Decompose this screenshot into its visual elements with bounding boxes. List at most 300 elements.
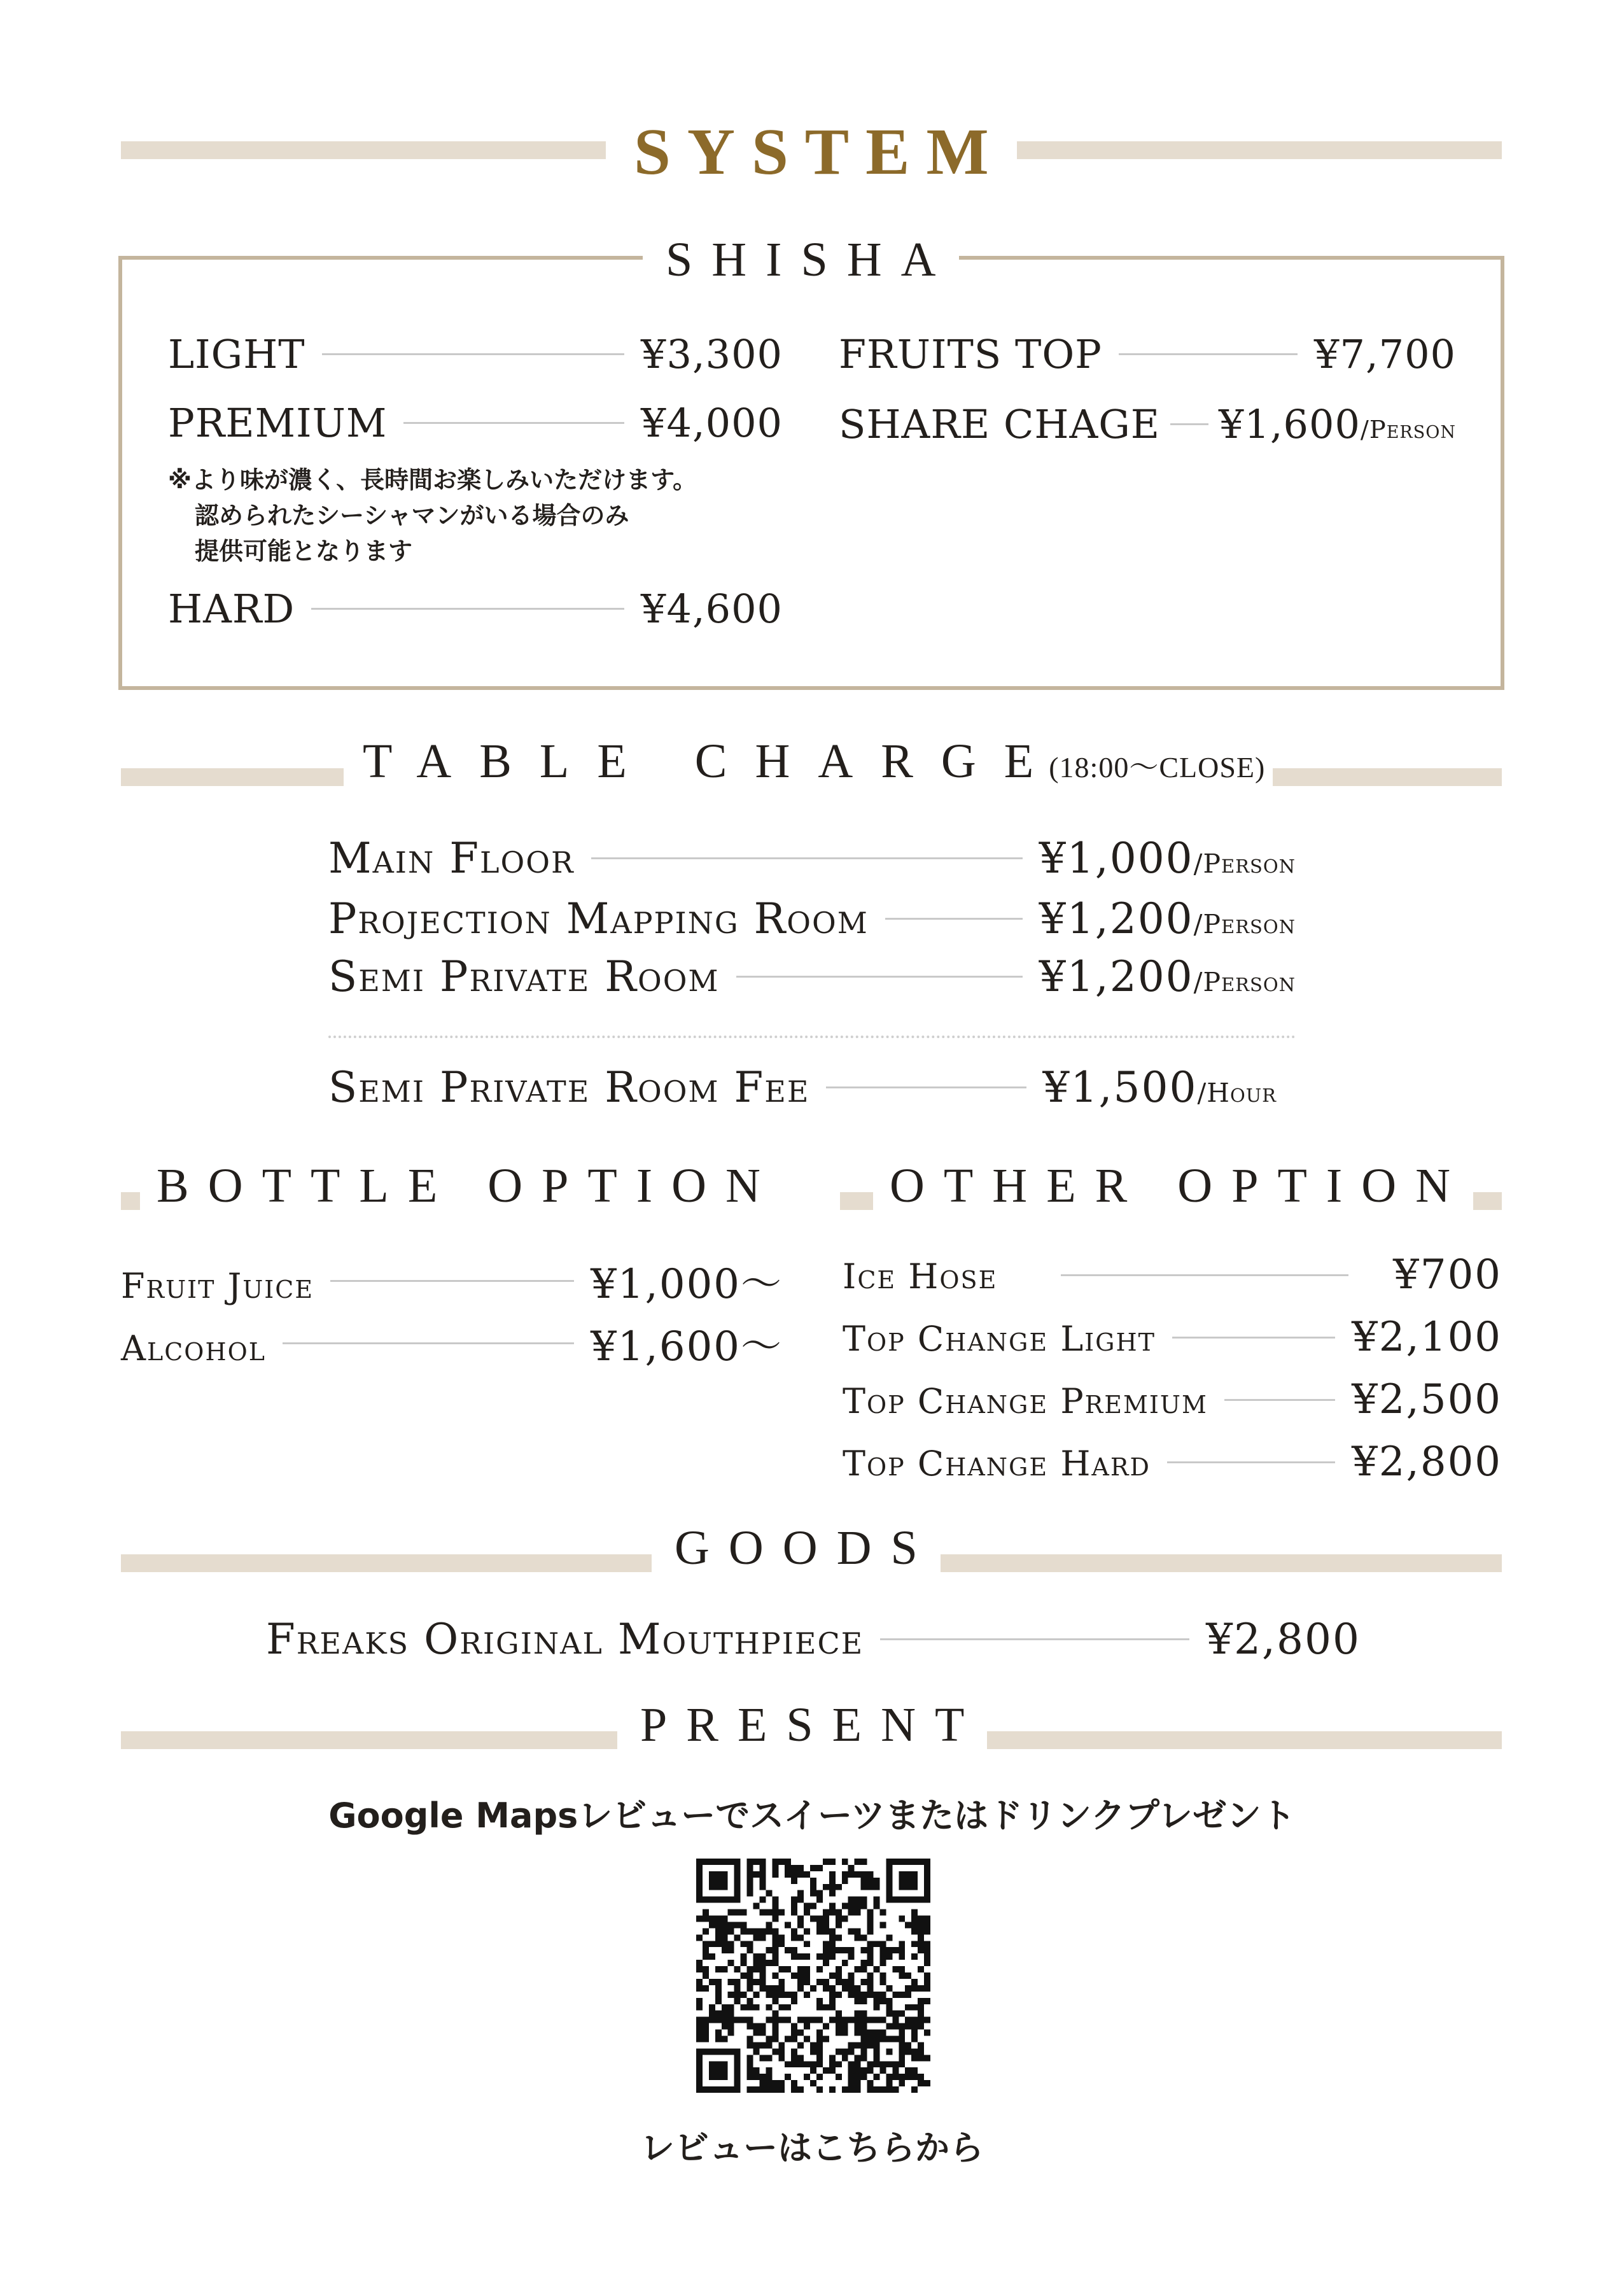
qr-module <box>879 1998 886 2004</box>
qr-module <box>829 1941 836 1947</box>
qr-module <box>842 1960 848 1966</box>
qr-module <box>715 2067 722 2074</box>
qr-module <box>848 1992 855 1998</box>
qr-module <box>722 2035 728 2042</box>
qr-module <box>867 1878 874 1884</box>
qr-module <box>728 1941 734 1947</box>
qr-module <box>911 1985 918 1992</box>
qr-module <box>722 2067 728 2074</box>
qr-module <box>709 2004 715 2011</box>
qr-module <box>734 2061 741 2067</box>
bottle-option-title: BOTTLE OPTION <box>140 1162 783 1210</box>
qr-module <box>886 1878 892 1884</box>
qr-module <box>836 2023 842 2030</box>
qr-module <box>836 1934 842 1941</box>
qr-module <box>855 1934 861 1941</box>
qr-module <box>886 2061 892 2067</box>
qr-module <box>855 2011 861 2017</box>
qr-module <box>791 1934 797 1941</box>
qr-module <box>924 1897 930 1903</box>
qr-module <box>715 2035 722 2042</box>
qr-module <box>759 1934 766 1941</box>
qr-module <box>899 2023 905 2030</box>
qr-module <box>778 1979 785 1985</box>
qr-module <box>772 1998 778 2004</box>
qr-module <box>810 1903 816 1909</box>
qr-module <box>867 1884 874 1890</box>
qr-module <box>797 1871 804 1878</box>
qr-module <box>842 1859 848 1865</box>
qr-module <box>734 1859 741 1865</box>
qr-module <box>728 2017 734 2023</box>
qr-module <box>842 1979 848 1985</box>
qr-module <box>766 1928 772 1934</box>
qr-module <box>823 1979 829 1985</box>
qr-module <box>886 1985 892 1992</box>
qr-module <box>924 1960 930 1966</box>
qr-module <box>753 2023 760 2030</box>
qr-module <box>867 2017 874 2023</box>
qr-module <box>722 1897 728 1903</box>
qr-module <box>753 2048 760 2055</box>
item-unit: /Person <box>1193 967 1296 997</box>
qr-module <box>804 1871 810 1878</box>
qr-module <box>924 1922 930 1928</box>
qr-module <box>867 2067 874 2074</box>
qr-module <box>785 2004 791 2011</box>
qr-module <box>816 1916 823 1922</box>
qr-module <box>797 1865 804 1871</box>
qr-module <box>747 2061 753 2067</box>
qr-module <box>797 2042 804 2048</box>
qr-module <box>918 1966 924 1972</box>
qr-module <box>861 1884 867 1890</box>
qr-module <box>823 2023 829 2030</box>
qr-module <box>911 1884 918 1890</box>
qr-module <box>709 1897 715 1903</box>
qr-module <box>918 1897 924 1903</box>
qr-module <box>855 2055 861 2061</box>
qr-module <box>899 1916 905 1922</box>
qr-module <box>848 1979 855 1985</box>
item-price: ¥3,300 <box>641 331 783 377</box>
review-qr-code[interactable] <box>696 1859 930 2093</box>
qr-module <box>696 2086 703 2093</box>
qr-module <box>797 2086 804 2093</box>
qr-module <box>703 1966 709 1972</box>
qr-module <box>911 2017 918 2023</box>
qr-module <box>696 2030 703 2036</box>
qr-module <box>905 2067 911 2074</box>
item-price: ¥1,200 <box>1039 952 1194 1001</box>
qr-module <box>873 1884 879 1890</box>
qr-module <box>766 2086 772 2093</box>
qr-module <box>879 1960 886 1966</box>
qr-module <box>855 2023 861 2030</box>
qr-module <box>816 1865 823 1871</box>
qr-module <box>696 2017 703 2023</box>
qr-module <box>703 1909 709 1916</box>
qr-module <box>855 2061 861 2067</box>
qr-module <box>861 2023 867 2030</box>
qr-module <box>855 2042 861 2048</box>
item-price: ¥2,800 <box>1352 1438 1502 1486</box>
item-label: Alcohol <box>121 1328 266 1368</box>
qr-module <box>879 2030 886 2036</box>
qr-module <box>924 1928 930 1934</box>
qr-module <box>797 2055 804 2061</box>
qr-module <box>816 1890 823 1897</box>
qr-module <box>823 2067 829 2074</box>
shisha-title: SHISHA <box>643 236 959 284</box>
qr-module <box>855 1871 861 1878</box>
qr-module <box>829 1934 836 1941</box>
bottle-option-item-alcohol <box>121 1314 783 1372</box>
qr-module <box>829 1859 836 1865</box>
qr-module <box>918 1922 924 1928</box>
qr-module <box>753 1966 760 1972</box>
qr-module <box>892 2061 899 2067</box>
qr-module <box>772 1909 778 1916</box>
qr-module <box>899 1941 905 1947</box>
qr-module <box>696 1871 703 1878</box>
qr-module <box>899 1947 905 1953</box>
qr-module <box>747 1947 753 1953</box>
qr-module <box>772 1903 778 1909</box>
qr-module <box>886 2023 892 2030</box>
qr-module <box>766 2004 772 2011</box>
qr-module <box>924 1865 930 1871</box>
leader-line <box>1119 353 1298 355</box>
qr-module <box>766 1922 772 1928</box>
qr-module <box>867 1953 874 1960</box>
qr-module <box>861 2042 867 2048</box>
qr-module <box>715 1998 722 2004</box>
qr-module <box>829 2004 836 2011</box>
qr-module <box>911 2023 918 2030</box>
qr-module <box>715 1922 722 1928</box>
bottle-option-item-fruit-juice <box>121 1251 783 1310</box>
qr-module <box>778 2042 785 2048</box>
qr-module <box>873 1903 879 1909</box>
qr-module <box>892 1992 899 1998</box>
qr-module <box>899 1859 905 1865</box>
qr-module <box>791 2061 797 2067</box>
qr-module <box>785 1871 791 1878</box>
qr-module <box>829 1871 836 1878</box>
qr-module <box>804 1909 810 1916</box>
qr-module <box>804 1903 810 1909</box>
qr-module <box>766 2080 772 2086</box>
qr-module <box>816 1979 823 1985</box>
qr-module <box>791 2023 797 2030</box>
qr-module <box>753 1953 760 1960</box>
qr-module <box>797 1966 804 1972</box>
qr-module <box>696 1897 703 1903</box>
qr-module <box>722 1934 728 1941</box>
qr-module <box>886 1890 892 1897</box>
qr-module <box>911 2086 918 2093</box>
qr-module <box>855 2086 861 2093</box>
qr-module <box>911 1953 918 1960</box>
qr-module <box>823 2035 829 2042</box>
qr-module <box>924 1941 930 1947</box>
premium-note-line-1: ※より味が濃く、長時間お楽しみいただけます。 <box>168 466 697 494</box>
shisha-item-fruits-top <box>839 331 1456 377</box>
qr-module <box>918 1916 924 1922</box>
qr-module <box>905 1972 911 1979</box>
qr-module <box>722 1947 728 1953</box>
qr-module <box>753 2074 760 2080</box>
qr-module <box>747 1928 753 1934</box>
qr-module <box>703 1897 709 1903</box>
qr-module <box>728 2048 734 2055</box>
qr-module <box>766 2042 772 2048</box>
qr-module <box>715 1897 722 1903</box>
qr-module <box>703 1953 709 1960</box>
qr-module <box>848 1985 855 1992</box>
qr-module <box>848 2074 855 2080</box>
qr-module <box>715 2074 722 2080</box>
qr-module <box>886 2074 892 2080</box>
qr-module <box>747 2035 753 2042</box>
item-price: ¥1,200 <box>1039 894 1194 943</box>
qr-module <box>696 1934 703 1941</box>
qr-module <box>879 1922 886 1928</box>
qr-module <box>785 2035 791 2042</box>
qr-module <box>766 2035 772 2042</box>
qr-module <box>709 1859 715 1865</box>
item-label: Top Change Hard <box>843 1444 1151 1484</box>
qr-module <box>905 2074 911 2080</box>
qr-module <box>899 2074 905 2080</box>
leader-line <box>1172 1337 1335 1339</box>
item-label: HARD <box>168 586 295 632</box>
table-charge-item-semi-private-room-fee <box>328 1063 1277 1112</box>
qr-module <box>715 2061 722 2067</box>
qr-module <box>747 2086 753 2093</box>
qr-module <box>810 1865 816 1871</box>
other-option-title: OTHER OPTION <box>873 1162 1473 1210</box>
qr-module <box>861 1998 867 2004</box>
qr-module <box>899 2048 905 2055</box>
qr-module <box>879 2086 886 2093</box>
qr-module <box>778 1934 785 1941</box>
qr-module <box>829 2017 836 2023</box>
qr-module <box>918 2055 924 2061</box>
qr-module <box>753 1871 760 1878</box>
qr-module <box>886 1871 892 1878</box>
qr-module <box>899 1897 905 1903</box>
leader-line <box>880 1638 1189 1640</box>
table-charge-item-semi-private-room <box>328 952 1296 1001</box>
qr-module <box>785 1859 791 1865</box>
qr-module <box>892 2023 899 2030</box>
qr-module <box>816 2017 823 2023</box>
qr-module <box>848 1865 855 1871</box>
qr-module <box>810 2067 816 2074</box>
qr-module <box>848 1903 855 1909</box>
qr-module <box>766 1890 772 1897</box>
qr-module <box>747 1941 753 1947</box>
qr-module <box>778 1985 785 1992</box>
qr-module <box>728 1909 734 1916</box>
qr-module <box>861 1903 867 1909</box>
qr-module <box>715 1871 722 1878</box>
qr-module <box>892 1859 899 1865</box>
qr-module <box>867 2030 874 2036</box>
qr-module <box>829 2086 836 2093</box>
qr-module <box>797 1972 804 1979</box>
qr-module <box>899 1953 905 1960</box>
qr-module <box>741 1922 747 1928</box>
qr-module <box>709 2048 715 2055</box>
qr-module <box>879 2067 886 2074</box>
qr-module <box>696 2055 703 2061</box>
qr-module <box>759 2055 766 2061</box>
qr-module <box>899 1966 905 1972</box>
qr-module <box>836 1966 842 1972</box>
item-label: Main Floor <box>328 834 575 883</box>
qr-module <box>804 1992 810 1998</box>
qr-module <box>753 1903 760 1909</box>
qr-module <box>703 1941 709 1947</box>
qr-module <box>696 2080 703 2086</box>
qr-module <box>766 1985 772 1992</box>
qr-module <box>785 2074 791 2080</box>
qr-module <box>772 2017 778 2023</box>
qr-module <box>696 2067 703 2074</box>
qr-module <box>918 1998 924 2004</box>
qr-module <box>766 1992 772 1998</box>
qr-module <box>747 2042 753 2048</box>
shisha-item-share-charge <box>839 401 1456 447</box>
qr-module <box>867 1916 874 1922</box>
qr-module <box>747 2067 753 2074</box>
qr-module <box>892 1966 899 1972</box>
qr-module <box>747 1890 753 1897</box>
qr-module <box>886 2048 892 2055</box>
qr-module <box>791 2055 797 2061</box>
qr-module <box>816 2086 823 2093</box>
qr-module <box>696 1998 703 2004</box>
qr-module <box>804 2023 810 2030</box>
present-title: PRESENT <box>617 1701 987 1749</box>
qr-module <box>715 2086 722 2093</box>
qr-module <box>899 2055 905 2061</box>
qr-module <box>759 1865 766 1871</box>
qr-module <box>696 2035 703 2042</box>
qr-module <box>715 1966 722 1972</box>
qr-module <box>722 2011 728 2017</box>
qr-module <box>861 2055 867 2061</box>
qr-module <box>703 1916 709 1922</box>
qr-module <box>772 1934 778 1941</box>
qr-module <box>791 2048 797 2055</box>
qr-module <box>709 1871 715 1878</box>
qr-module <box>855 1909 861 1916</box>
qr-module <box>899 2061 905 2067</box>
qr-module <box>759 1897 766 1903</box>
qr-module <box>924 1979 930 1985</box>
qr-module <box>886 1934 892 1941</box>
qr-module <box>899 1884 905 1890</box>
qr-module <box>911 1941 918 1947</box>
qr-module <box>823 1928 829 1934</box>
qr-module <box>759 1985 766 1992</box>
qr-module <box>791 2030 797 2036</box>
item-price: ¥1,000 <box>1039 834 1194 883</box>
qr-module <box>747 1865 753 1871</box>
qr-module <box>867 1972 874 1979</box>
qr-module <box>734 2048 741 2055</box>
qr-module <box>722 1966 728 1972</box>
qr-module <box>905 1884 911 1890</box>
qr-module <box>855 1897 861 1903</box>
qr-module <box>715 2048 722 2055</box>
qr-module <box>772 1928 778 1934</box>
leader-line <box>283 1342 574 1344</box>
qr-module <box>911 2074 918 2080</box>
qr-module <box>715 1928 722 1934</box>
qr-module <box>753 2086 760 2093</box>
qr-module <box>715 2030 722 2036</box>
qr-module <box>709 1878 715 1884</box>
qr-module <box>804 1972 810 1979</box>
leader-line <box>736 976 1023 978</box>
qr-module <box>810 2017 816 2023</box>
qr-module <box>797 1979 804 1985</box>
qr-module <box>823 1884 829 1890</box>
qr-module <box>709 1979 715 1985</box>
qr-module <box>772 2080 778 2086</box>
qr-module <box>873 1998 879 2004</box>
qr-module <box>823 1922 829 1928</box>
qr-module <box>772 1947 778 1953</box>
qr-module <box>772 2086 778 2093</box>
qr-module <box>892 2035 899 2042</box>
qr-module <box>886 1947 892 1953</box>
qr-module <box>785 1865 791 1871</box>
qr-module <box>709 2061 715 2067</box>
qr-module <box>778 2055 785 2061</box>
qr-module <box>753 1934 760 1941</box>
qr-module <box>772 2035 778 2042</box>
qr-module <box>836 2011 842 2017</box>
qr-module <box>747 2004 753 2011</box>
qr-module <box>867 1985 874 1992</box>
qr-module <box>905 1897 911 1903</box>
qr-module <box>924 1985 930 1992</box>
qr-module <box>886 1953 892 1960</box>
qr-module <box>722 2086 728 2093</box>
qr-module <box>772 2011 778 2017</box>
qr-module <box>734 2080 741 2086</box>
qr-module <box>696 2048 703 2055</box>
qr-module <box>734 1985 741 1992</box>
item-label: Semi Private Room <box>328 952 720 1001</box>
qr-module <box>918 1947 924 1953</box>
qr-module <box>741 1992 747 1998</box>
premium-note-line-3: 提供可能となります <box>195 537 413 565</box>
qr-module <box>703 1972 709 1979</box>
qr-module <box>759 2042 766 2048</box>
qr-module <box>848 1953 855 1960</box>
qr-module <box>918 2017 924 2023</box>
qr-module <box>766 2017 772 2023</box>
qr-module <box>759 1884 766 1890</box>
qr-module <box>905 1922 911 1928</box>
